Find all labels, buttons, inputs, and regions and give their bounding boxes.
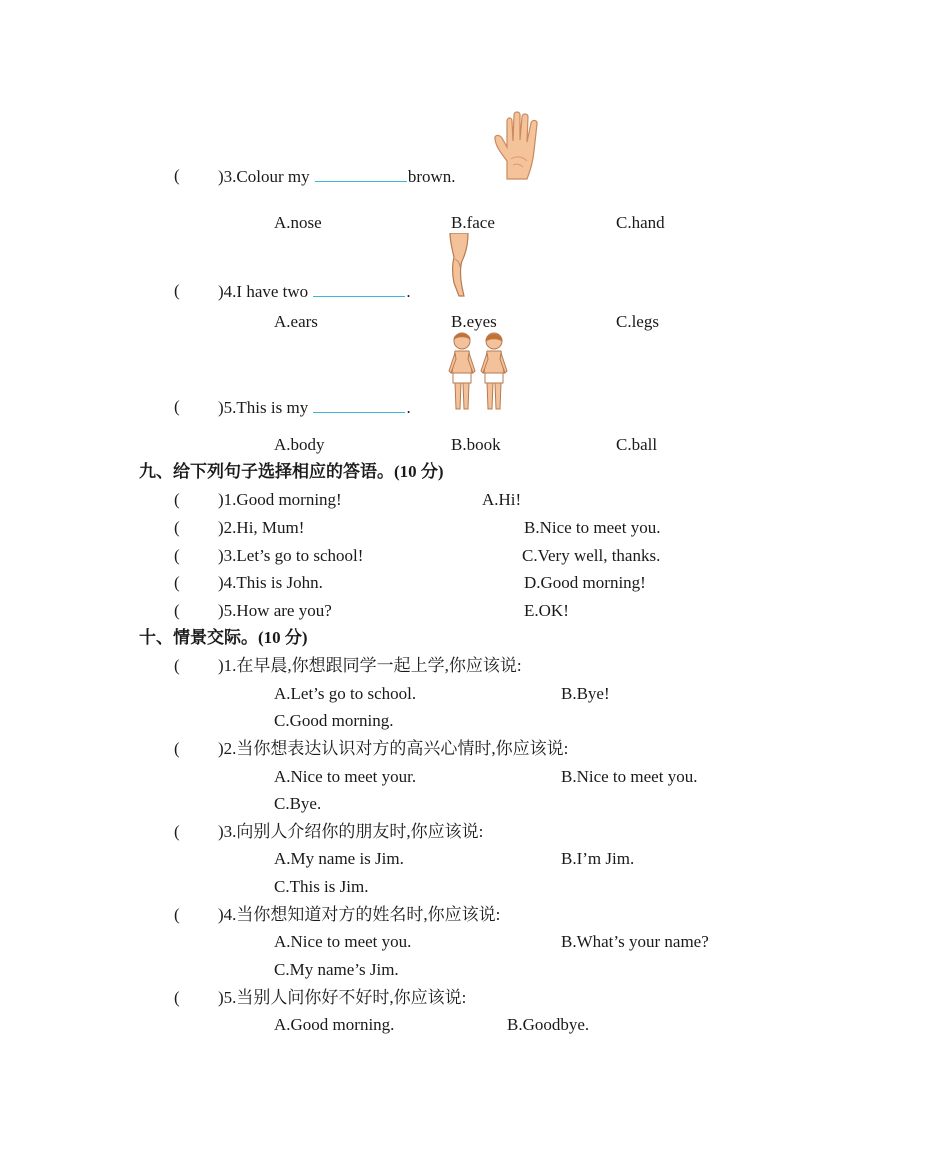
option-a[interactable]: A.Nice to meet your. [274, 767, 417, 786]
option-b[interactable]: B.Goodbye. [507, 1015, 590, 1034]
question-text-end: . [406, 398, 411, 417]
question-text-end: brown. [407, 167, 456, 186]
match-question: )5.How are you? [218, 601, 332, 620]
option-c[interactable]: C.My name’s Jim. [274, 960, 399, 979]
option-c[interactable]: C.Good morning. [274, 711, 394, 730]
section-10-title: 十、情景交际。(10 分) [139, 628, 308, 647]
option-b[interactable]: B.book [451, 435, 501, 454]
match-answer: C.Very well, thanks. [522, 546, 661, 565]
answer-paren: ( [174, 490, 180, 509]
answer-paren: ( [174, 546, 180, 565]
answer-paren: ( [174, 601, 180, 620]
answer-paren: ( [174, 166, 180, 185]
body-picture [446, 331, 512, 413]
answer-paren: ( [174, 397, 180, 416]
option-c[interactable]: C.Bye. [274, 794, 322, 813]
question-3 [218, 167, 456, 185]
match-answer: E.OK! [524, 601, 569, 620]
answer-paren: ( [174, 822, 180, 841]
option-c[interactable]: C.hand [616, 213, 665, 232]
option-c[interactable]: C.This is Jim. [274, 877, 369, 896]
option-a[interactable]: A.Good morning. [274, 1015, 395, 1034]
option-b[interactable]: B.I’m Jim. [561, 849, 635, 868]
answer-paren: ( [174, 281, 180, 300]
scenario-question: )2.当你想表达认识对方的高兴心情时,你应该说: [218, 739, 569, 758]
option-a[interactable]: A.body [274, 435, 325, 454]
leg-picture [446, 233, 474, 297]
answer-paren: ( [174, 739, 180, 758]
answer-blank[interactable] [315, 167, 407, 182]
option-b[interactable]: B.eyes [451, 312, 497, 331]
option-a[interactable]: A.Let’s go to school. [274, 684, 417, 703]
option-a[interactable]: A.ears [274, 312, 318, 331]
match-answer: D.Good morning! [524, 573, 646, 592]
match-question: )1.Good morning! [218, 490, 342, 509]
match-answer: A.Hi! [482, 490, 522, 509]
answer-blank[interactable] [313, 398, 405, 413]
match-question: )2.Hi, Mum! [218, 518, 305, 537]
question-text: )5.This is my [218, 398, 313, 417]
option-c[interactable]: C.ball [616, 435, 658, 454]
option-c[interactable]: C.legs [616, 312, 659, 331]
answer-blank[interactable] [313, 282, 405, 297]
hand-picture [493, 109, 553, 183]
scenario-question: )3.向别人介绍你的朋友时,你应该说: [218, 822, 484, 841]
question-text-end: . [406, 282, 411, 301]
match-question: )4.This is John. [218, 573, 323, 592]
option-a[interactable]: A.My name is Jim. [274, 849, 404, 868]
option-b[interactable]: B.What’s your name? [561, 932, 709, 951]
scenario-question: )5.当别人问你好不好时,你应该说: [218, 988, 467, 1007]
option-b[interactable]: B.Bye! [561, 684, 610, 703]
question-4 [218, 282, 411, 300]
option-b[interactable]: B.Nice to meet you. [561, 767, 698, 786]
section-9-title: 九、给下列句子选择相应的答语。(10 分) [139, 462, 444, 481]
answer-paren: ( [174, 905, 180, 924]
match-question: )3.Let’s go to school! [218, 546, 364, 565]
option-b[interactable]: B.face [451, 213, 495, 232]
option-a[interactable]: A.nose [274, 213, 322, 232]
scenario-question: )1.在早晨,你想跟同学一起上学,你应该说: [218, 656, 522, 675]
question-text: )4.I have two [218, 282, 313, 301]
match-answer: B.Nice to meet you. [524, 518, 661, 537]
answer-paren: ( [174, 573, 180, 592]
answer-paren: ( [174, 656, 180, 675]
question-5 [218, 398, 411, 416]
option-a[interactable]: A.Nice to meet you. [274, 932, 412, 951]
question-text: )3.Colour my [218, 167, 314, 186]
scenario-question: )4.当你想知道对方的姓名时,你应该说: [218, 905, 501, 924]
answer-paren: ( [174, 988, 180, 1007]
answer-paren: ( [174, 518, 180, 537]
